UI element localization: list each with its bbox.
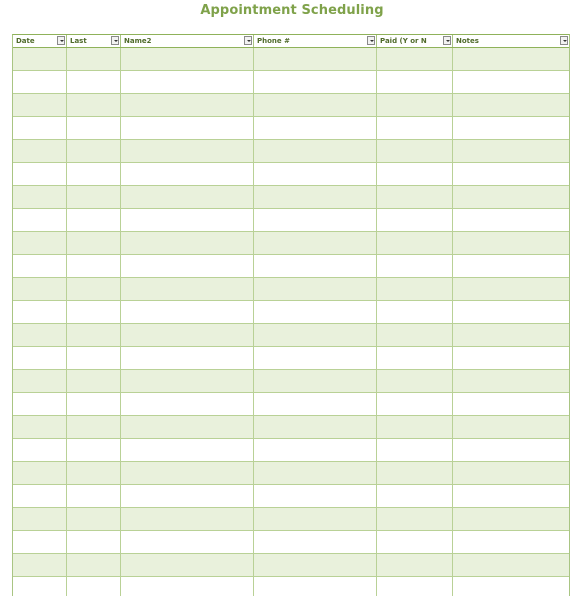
- table-cell[interactable]: [254, 416, 377, 438]
- table-cell[interactable]: [377, 324, 453, 346]
- table-row: [13, 48, 569, 71]
- table-cell[interactable]: [254, 393, 377, 415]
- column-header-phone: [254, 35, 377, 47]
- column-header-label: Phone #: [257, 37, 290, 45]
- table-row: [13, 416, 569, 439]
- table-cell[interactable]: [13, 439, 67, 461]
- table-row: [13, 301, 569, 324]
- table-cell[interactable]: [254, 577, 377, 596]
- table-row: [13, 278, 569, 301]
- table-row: [13, 163, 569, 186]
- table-cell[interactable]: [121, 232, 254, 254]
- table-cell[interactable]: [377, 416, 453, 438]
- table-cell[interactable]: [121, 439, 254, 461]
- table-cell[interactable]: [67, 416, 121, 438]
- table-cell[interactable]: [13, 485, 67, 507]
- table-cell[interactable]: [67, 301, 121, 323]
- table-cell[interactable]: [377, 531, 453, 553]
- table-cell[interactable]: [453, 554, 569, 576]
- table-cell[interactable]: [121, 416, 254, 438]
- table-cell[interactable]: [13, 255, 67, 277]
- table-cell[interactable]: [377, 255, 453, 277]
- column-header-paid: [377, 35, 453, 47]
- table-cell[interactable]: [67, 554, 121, 576]
- filter-dropdown-icon[interactable]: [57, 36, 65, 45]
- table-cell[interactable]: [377, 209, 453, 231]
- table-cell[interactable]: [254, 301, 377, 323]
- table-header-row: [13, 35, 569, 48]
- table-cell[interactable]: [13, 209, 67, 231]
- table-cell[interactable]: [377, 186, 453, 208]
- table-cell[interactable]: [13, 554, 67, 576]
- table-cell[interactable]: [67, 94, 121, 116]
- column-header-notes: [453, 35, 569, 47]
- table-cell[interactable]: [254, 255, 377, 277]
- table-cell[interactable]: [254, 370, 377, 392]
- column-header-label: Name2: [124, 37, 152, 45]
- table-cell[interactable]: [13, 71, 67, 93]
- table-cell[interactable]: [13, 301, 67, 323]
- table-cell[interactable]: [453, 301, 569, 323]
- table-cell[interactable]: [254, 163, 377, 185]
- table-cell[interactable]: [67, 439, 121, 461]
- table-cell[interactable]: [377, 94, 453, 116]
- table-cell[interactable]: [377, 554, 453, 576]
- table-cell[interactable]: [67, 186, 121, 208]
- table-cell[interactable]: [254, 347, 377, 369]
- table-cell[interactable]: [13, 324, 67, 346]
- table-cell[interactable]: [121, 163, 254, 185]
- table-row: [13, 186, 569, 209]
- table-row: [13, 577, 569, 596]
- table-cell[interactable]: [254, 462, 377, 484]
- table-cell[interactable]: [121, 94, 254, 116]
- table-cell[interactable]: [13, 48, 67, 70]
- table-row: [13, 209, 569, 232]
- table-cell[interactable]: [377, 393, 453, 415]
- table-cell[interactable]: [377, 577, 453, 596]
- table-cell[interactable]: [377, 48, 453, 70]
- table-cell[interactable]: [254, 140, 377, 162]
- table-cell[interactable]: [254, 232, 377, 254]
- table-cell[interactable]: [377, 163, 453, 185]
- table-cell[interactable]: [453, 393, 569, 415]
- table-cell[interactable]: [453, 485, 569, 507]
- table-cell[interactable]: [453, 140, 569, 162]
- table-cell[interactable]: [453, 48, 569, 70]
- table-cell[interactable]: [254, 117, 377, 139]
- table-cell[interactable]: [67, 485, 121, 507]
- table-cell[interactable]: [453, 531, 569, 553]
- table-cell[interactable]: [121, 278, 254, 300]
- table-cell[interactable]: [13, 186, 67, 208]
- table-cell[interactable]: [377, 462, 453, 484]
- table-cell[interactable]: [453, 462, 569, 484]
- table-cell[interactable]: [67, 117, 121, 139]
- filter-dropdown-icon[interactable]: [367, 36, 375, 45]
- table-row: [13, 71, 569, 94]
- table-cell[interactable]: [377, 71, 453, 93]
- table-cell[interactable]: [453, 232, 569, 254]
- table-cell[interactable]: [453, 324, 569, 346]
- table-cell[interactable]: [254, 485, 377, 507]
- table-cell[interactable]: [254, 209, 377, 231]
- table-row: [13, 508, 569, 531]
- table-body: [13, 48, 569, 596]
- table-row: [13, 255, 569, 278]
- table-cell[interactable]: [121, 71, 254, 93]
- column-header-label: Paid (Y or N: [380, 37, 427, 45]
- table-cell[interactable]: [13, 462, 67, 484]
- table-cell[interactable]: [121, 324, 254, 346]
- table-row: [13, 324, 569, 347]
- table-cell[interactable]: [67, 48, 121, 70]
- table-cell[interactable]: [377, 117, 453, 139]
- table-cell[interactable]: [377, 508, 453, 530]
- table-cell[interactable]: [254, 186, 377, 208]
- column-header-last: [67, 35, 121, 47]
- table-row: [13, 439, 569, 462]
- table-cell[interactable]: [67, 255, 121, 277]
- table-cell[interactable]: [453, 186, 569, 208]
- table-cell[interactable]: [377, 347, 453, 369]
- table-cell[interactable]: [13, 577, 67, 596]
- table-cell[interactable]: [121, 117, 254, 139]
- table-cell[interactable]: [453, 508, 569, 530]
- table-cell[interactable]: [453, 439, 569, 461]
- table-cell[interactable]: [13, 163, 67, 185]
- table-cell[interactable]: [13, 140, 67, 162]
- table-cell[interactable]: [121, 531, 254, 553]
- table-cell[interactable]: [453, 347, 569, 369]
- filter-dropdown-icon[interactable]: [560, 36, 568, 45]
- table-cell[interactable]: [13, 531, 67, 553]
- table-cell[interactable]: [67, 531, 121, 553]
- table-cell[interactable]: [453, 278, 569, 300]
- table-cell[interactable]: [67, 71, 121, 93]
- table-cell[interactable]: [121, 186, 254, 208]
- table-row: [13, 94, 569, 117]
- table-cell[interactable]: [67, 393, 121, 415]
- table-cell[interactable]: [254, 531, 377, 553]
- table-cell[interactable]: [13, 508, 67, 530]
- table-cell[interactable]: [254, 554, 377, 576]
- filter-dropdown-icon[interactable]: [111, 36, 119, 45]
- table-cell[interactable]: [121, 508, 254, 530]
- table-cell[interactable]: [67, 370, 121, 392]
- table-row: [13, 462, 569, 485]
- column-header-name: [121, 35, 254, 47]
- table-row: [13, 370, 569, 393]
- table-cell[interactable]: [377, 301, 453, 323]
- table-cell[interactable]: [13, 94, 67, 116]
- table-row: [13, 485, 569, 508]
- table-cell[interactable]: [13, 370, 67, 392]
- table-cell[interactable]: [67, 278, 121, 300]
- table-cell[interactable]: [254, 48, 377, 70]
- page-title: Appointment Scheduling: [200, 3, 384, 18]
- appointment-table: [12, 34, 570, 596]
- table-cell[interactable]: [13, 347, 67, 369]
- table-cell[interactable]: [453, 416, 569, 438]
- table-cell[interactable]: [67, 347, 121, 369]
- column-header-label: Date: [16, 37, 35, 45]
- table-cell[interactable]: [67, 324, 121, 346]
- table-cell[interactable]: [121, 462, 254, 484]
- table-cell[interactable]: [254, 439, 377, 461]
- table-cell[interactable]: [67, 163, 121, 185]
- table-cell[interactable]: [377, 278, 453, 300]
- table-cell[interactable]: [377, 485, 453, 507]
- table-cell[interactable]: [254, 508, 377, 530]
- table-cell[interactable]: [121, 554, 254, 576]
- table-cell[interactable]: [453, 370, 569, 392]
- table-row: [13, 393, 569, 416]
- table-cell[interactable]: [453, 255, 569, 277]
- table-cell[interactable]: [67, 577, 121, 596]
- table-cell[interactable]: [453, 209, 569, 231]
- table-cell[interactable]: [67, 508, 121, 530]
- table-cell[interactable]: [13, 393, 67, 415]
- table-row: [13, 531, 569, 554]
- table-cell[interactable]: [453, 117, 569, 139]
- table-cell[interactable]: [13, 232, 67, 254]
- table-cell[interactable]: [13, 416, 67, 438]
- table-cell[interactable]: [254, 324, 377, 346]
- table-cell[interactable]: [377, 439, 453, 461]
- table-cell[interactable]: [121, 48, 254, 70]
- table-cell[interactable]: [254, 278, 377, 300]
- table-cell[interactable]: [453, 577, 569, 596]
- table-cell[interactable]: [121, 347, 254, 369]
- filter-dropdown-icon[interactable]: [443, 36, 451, 45]
- table-cell[interactable]: [453, 163, 569, 185]
- table-cell[interactable]: [121, 485, 254, 507]
- table-cell[interactable]: [377, 370, 453, 392]
- column-header-date: [13, 35, 67, 47]
- table-cell[interactable]: [121, 255, 254, 277]
- table-row: [13, 232, 569, 255]
- column-header-label: Notes: [456, 37, 479, 45]
- table-cell[interactable]: [121, 301, 254, 323]
- filter-dropdown-icon[interactable]: [244, 36, 252, 45]
- table-cell[interactable]: [67, 140, 121, 162]
- table-row: [13, 347, 569, 370]
- table-cell[interactable]: [254, 94, 377, 116]
- table-cell[interactable]: [121, 393, 254, 415]
- table-cell[interactable]: [121, 209, 254, 231]
- table-row: [13, 117, 569, 140]
- column-header-label: Last: [70, 37, 87, 45]
- table-cell[interactable]: [13, 117, 67, 139]
- table-cell[interactable]: [121, 577, 254, 596]
- table-cell[interactable]: [453, 71, 569, 93]
- table-cell[interactable]: [453, 94, 569, 116]
- table-cell[interactable]: [254, 71, 377, 93]
- table-cell[interactable]: [67, 209, 121, 231]
- table-cell[interactable]: [67, 462, 121, 484]
- table-row: [13, 554, 569, 577]
- table-cell[interactable]: [67, 232, 121, 254]
- table-cell[interactable]: [377, 140, 453, 162]
- table-cell[interactable]: [121, 370, 254, 392]
- table-cell[interactable]: [121, 140, 254, 162]
- table-cell[interactable]: [377, 232, 453, 254]
- table-cell[interactable]: [13, 278, 67, 300]
- table-row: [13, 140, 569, 163]
